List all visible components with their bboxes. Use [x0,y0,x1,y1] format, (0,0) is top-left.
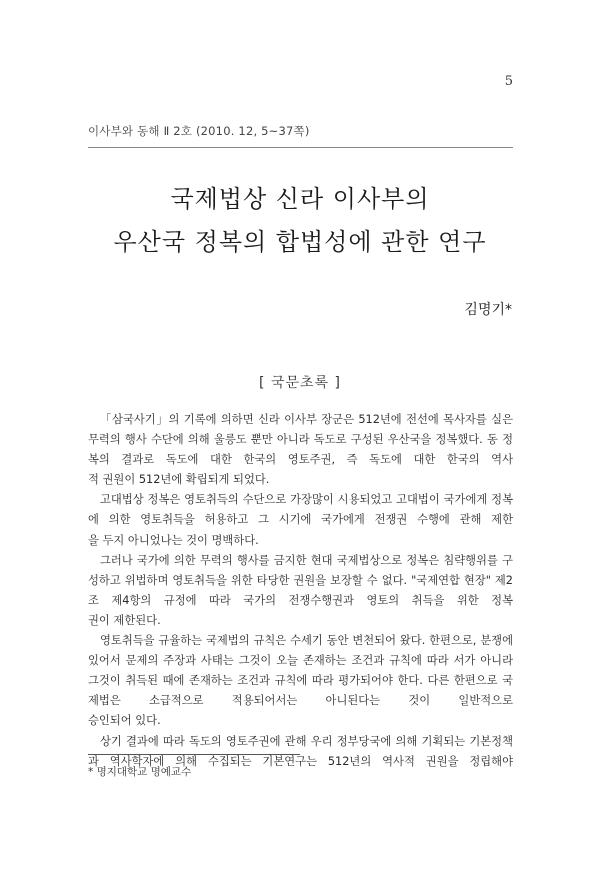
paragraph-text: 그러나 국가에 의한 무력의 행사를 금지한 현대 국제법상으로 정복은 침략행위를 구성하고 위법하며 영토취득을 위한 타당한 권원을 보장할 수 없다. "국제연합 현장" 제2조 제4항의 규정에 따라 국가의 전쟁수행권과 영토의 취득을 위한 정복 [88,553,513,607]
paragraph-last-line: 적 권원이 512년에 확립되게 되었다. [88,473,270,487]
title-line-2: 우산국 정복의 합법성에 관한 연구 [113,228,487,256]
abstract-body [88,410,513,772]
abstract-paragraph-4 [88,631,513,731]
paragraph-text: 고대법상 정복은 영토취득의 수단으로 가장많이 시용되었고 고대법이 국가에게 정복에 의한 영토취득을 허용하고 그 시기에 국가에게 전쟁권 수행에 관해 제한 [88,493,513,527]
paper-title [60,178,540,264]
paragraph-last-line: 을 두지 아니었나는 것이 명백하다. [88,533,259,547]
title-line-1: 국제법상 신라 이사부의 [170,185,430,213]
footnote-divider [88,754,300,755]
page-number: 5 [504,74,513,89]
paragraph-last-line: 권이 제한된다. [88,613,161,627]
paragraph-last-line: 승인되어 있다. [88,714,161,728]
paragraph-text: 영토취득을 규율하는 국제법의 규칙은 수세기 동안 변천되어 왔다. 한편으로, 분쟁에 있어서 문제의 주장과 사태는 그것이 오늘 존재하는 조건과 규칙에 따라 서가 아니라 그것이 취득된 때에 존재하는 조건과 규칙에 따라 평가되어야 한다. 다른 한편으로 국제법은 소급적으로 적용되어서는 아니된다는 것이 일반적으로 [88,634,513,708]
author-name: 김명기* [464,302,512,318]
abstract-paragraph-2 [88,490,513,550]
abstract-paragraph-1 [88,410,513,490]
paragraph-text: 상기 결과에 따라 독도의 영토주권에 관해 우리 정부당국에 의해 기획되는 기본정책과 역사학자에 의해 수집되는 기본연구는 512년의 역사적 권원을 정립해야 [88,734,513,768]
running-header: 이사부와 동해 Ⅱ 2호 (2010. 12, 5~37쪽) [88,123,513,148]
abstract-heading: [ 국문초록 ] [259,375,341,391]
abstract-paragraph-3 [88,551,513,631]
paragraph-text: 「삼국사기」의 기록에 의하면 신라 이사부 장군은 512년에 전선에 목사자를 실은 무력의 행사 수단에 의해 울릉도 뿐만 아니라 독도로 구성된 우산국을 정복했다. 동 정복의 결과로 독도에 대한 한국의 영토주권, 즉 독도에 대한 한국의 역사 [88,413,513,467]
footnote: * 명지대학교 명예교수 [88,766,192,778]
